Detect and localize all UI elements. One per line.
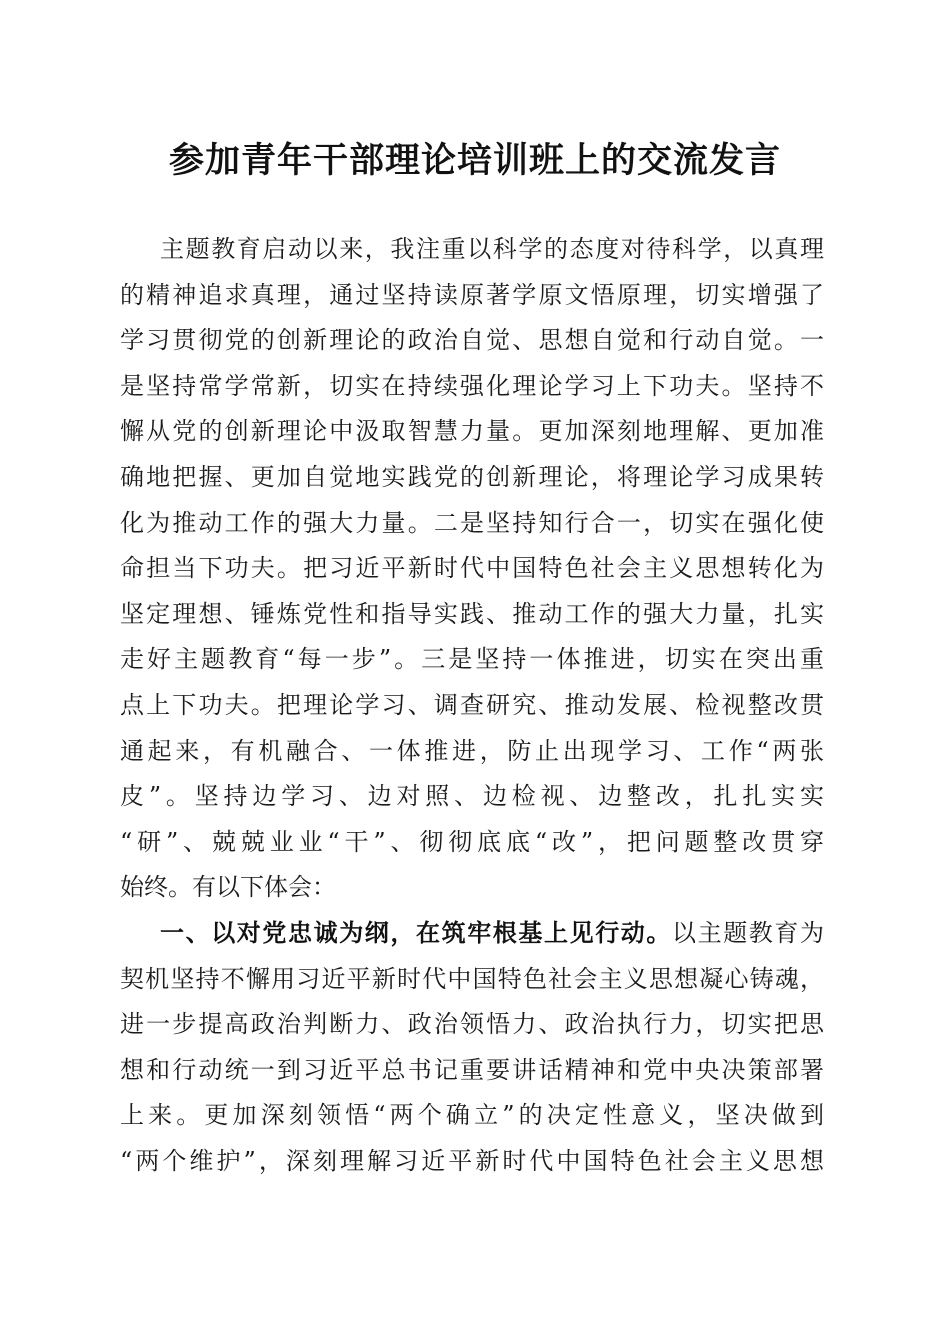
paragraph-line: 的精神追求真理，通过坚持读原著学原文悟原理，切实增强了 [120,280,824,309]
paragraph-line: 坚定理想、锤炼党性和指导实践、推动工作的强大力量，扎实 [120,599,824,628]
paragraph-line: 点上下功夫。把理论学习、调查研究、推动发展、检视整改贯 [120,690,824,719]
paragraph-line: 学习贯彻党的创新理论的政治自觉、思想自觉和行动自觉。一 [120,326,824,355]
paragraph-line: 是坚持常学常新，切实在持续强化理论学习上下功夫。坚持不 [120,371,824,400]
paragraph-line: 皮”。坚持边学习、边对照、边检视、边整改，扎扎实实 [120,782,824,811]
paragraph-line: 化为推动工作的强大力量。二是坚持知行合一，切实在强化使 [120,508,824,537]
section-heading: 一、以对党忠诚为纲，在筑牢根基上见行动。 [160,918,672,947]
paragraph-line: 懈从党的创新理论中汲取智慧力量。更加深刻地理解、更加准 [120,417,824,446]
section-one [120,911,824,1185]
paragraph-line: 主题教育启动以来，我注重以科学的态度对待科学，以真理 [160,235,824,263]
section-one-first-line [120,911,824,957]
paragraph-line: 通起来，有机融合、一体推进，防止出现学习、工作“两张 [120,736,824,765]
paragraph-line: 走好主题教育“每一步”。三是坚持一体推进，切实在突出重 [120,645,824,674]
paragraph-line: “两个维护”，深刻理解习近平新时代中国特色社会主义思想 [120,1146,824,1175]
document-title: 参加青年干部理论培训班上的交流发言 [168,140,781,181]
paragraph-line: 契机坚持不懈用习近平新时代中国特色社会主义思想凝心铸魂， [120,964,824,993]
paragraph-line: 确地把握、更加自觉地实践党的创新理论，将理论学习成果转 [120,462,824,491]
paragraph-intro [120,227,824,911]
paragraph-line: “研”、兢兢业业“干”、彻彻底底“改”，把问题整改贯穿 [120,827,824,856]
paragraph-line: 进一步提高政治判断力、政治领悟力、政治执行力，切实把思 [120,1010,824,1039]
document-body [120,227,824,1184]
section-heading-rest: 以主题教育为 [672,918,824,947]
paragraph-line: 始终。有以下体会： [120,873,336,902]
paragraph-line: 上来。更加深刻领悟“两个确立”的决定性意义，坚决做到 [120,1101,824,1130]
paragraph-line: 命担当下功夫。把习近平新时代中国特色社会主义思想转化为 [120,554,824,583]
paragraph-line: 想和行动统一到习近平总书记重要讲话精神和党中央决策部署 [120,1055,824,1084]
